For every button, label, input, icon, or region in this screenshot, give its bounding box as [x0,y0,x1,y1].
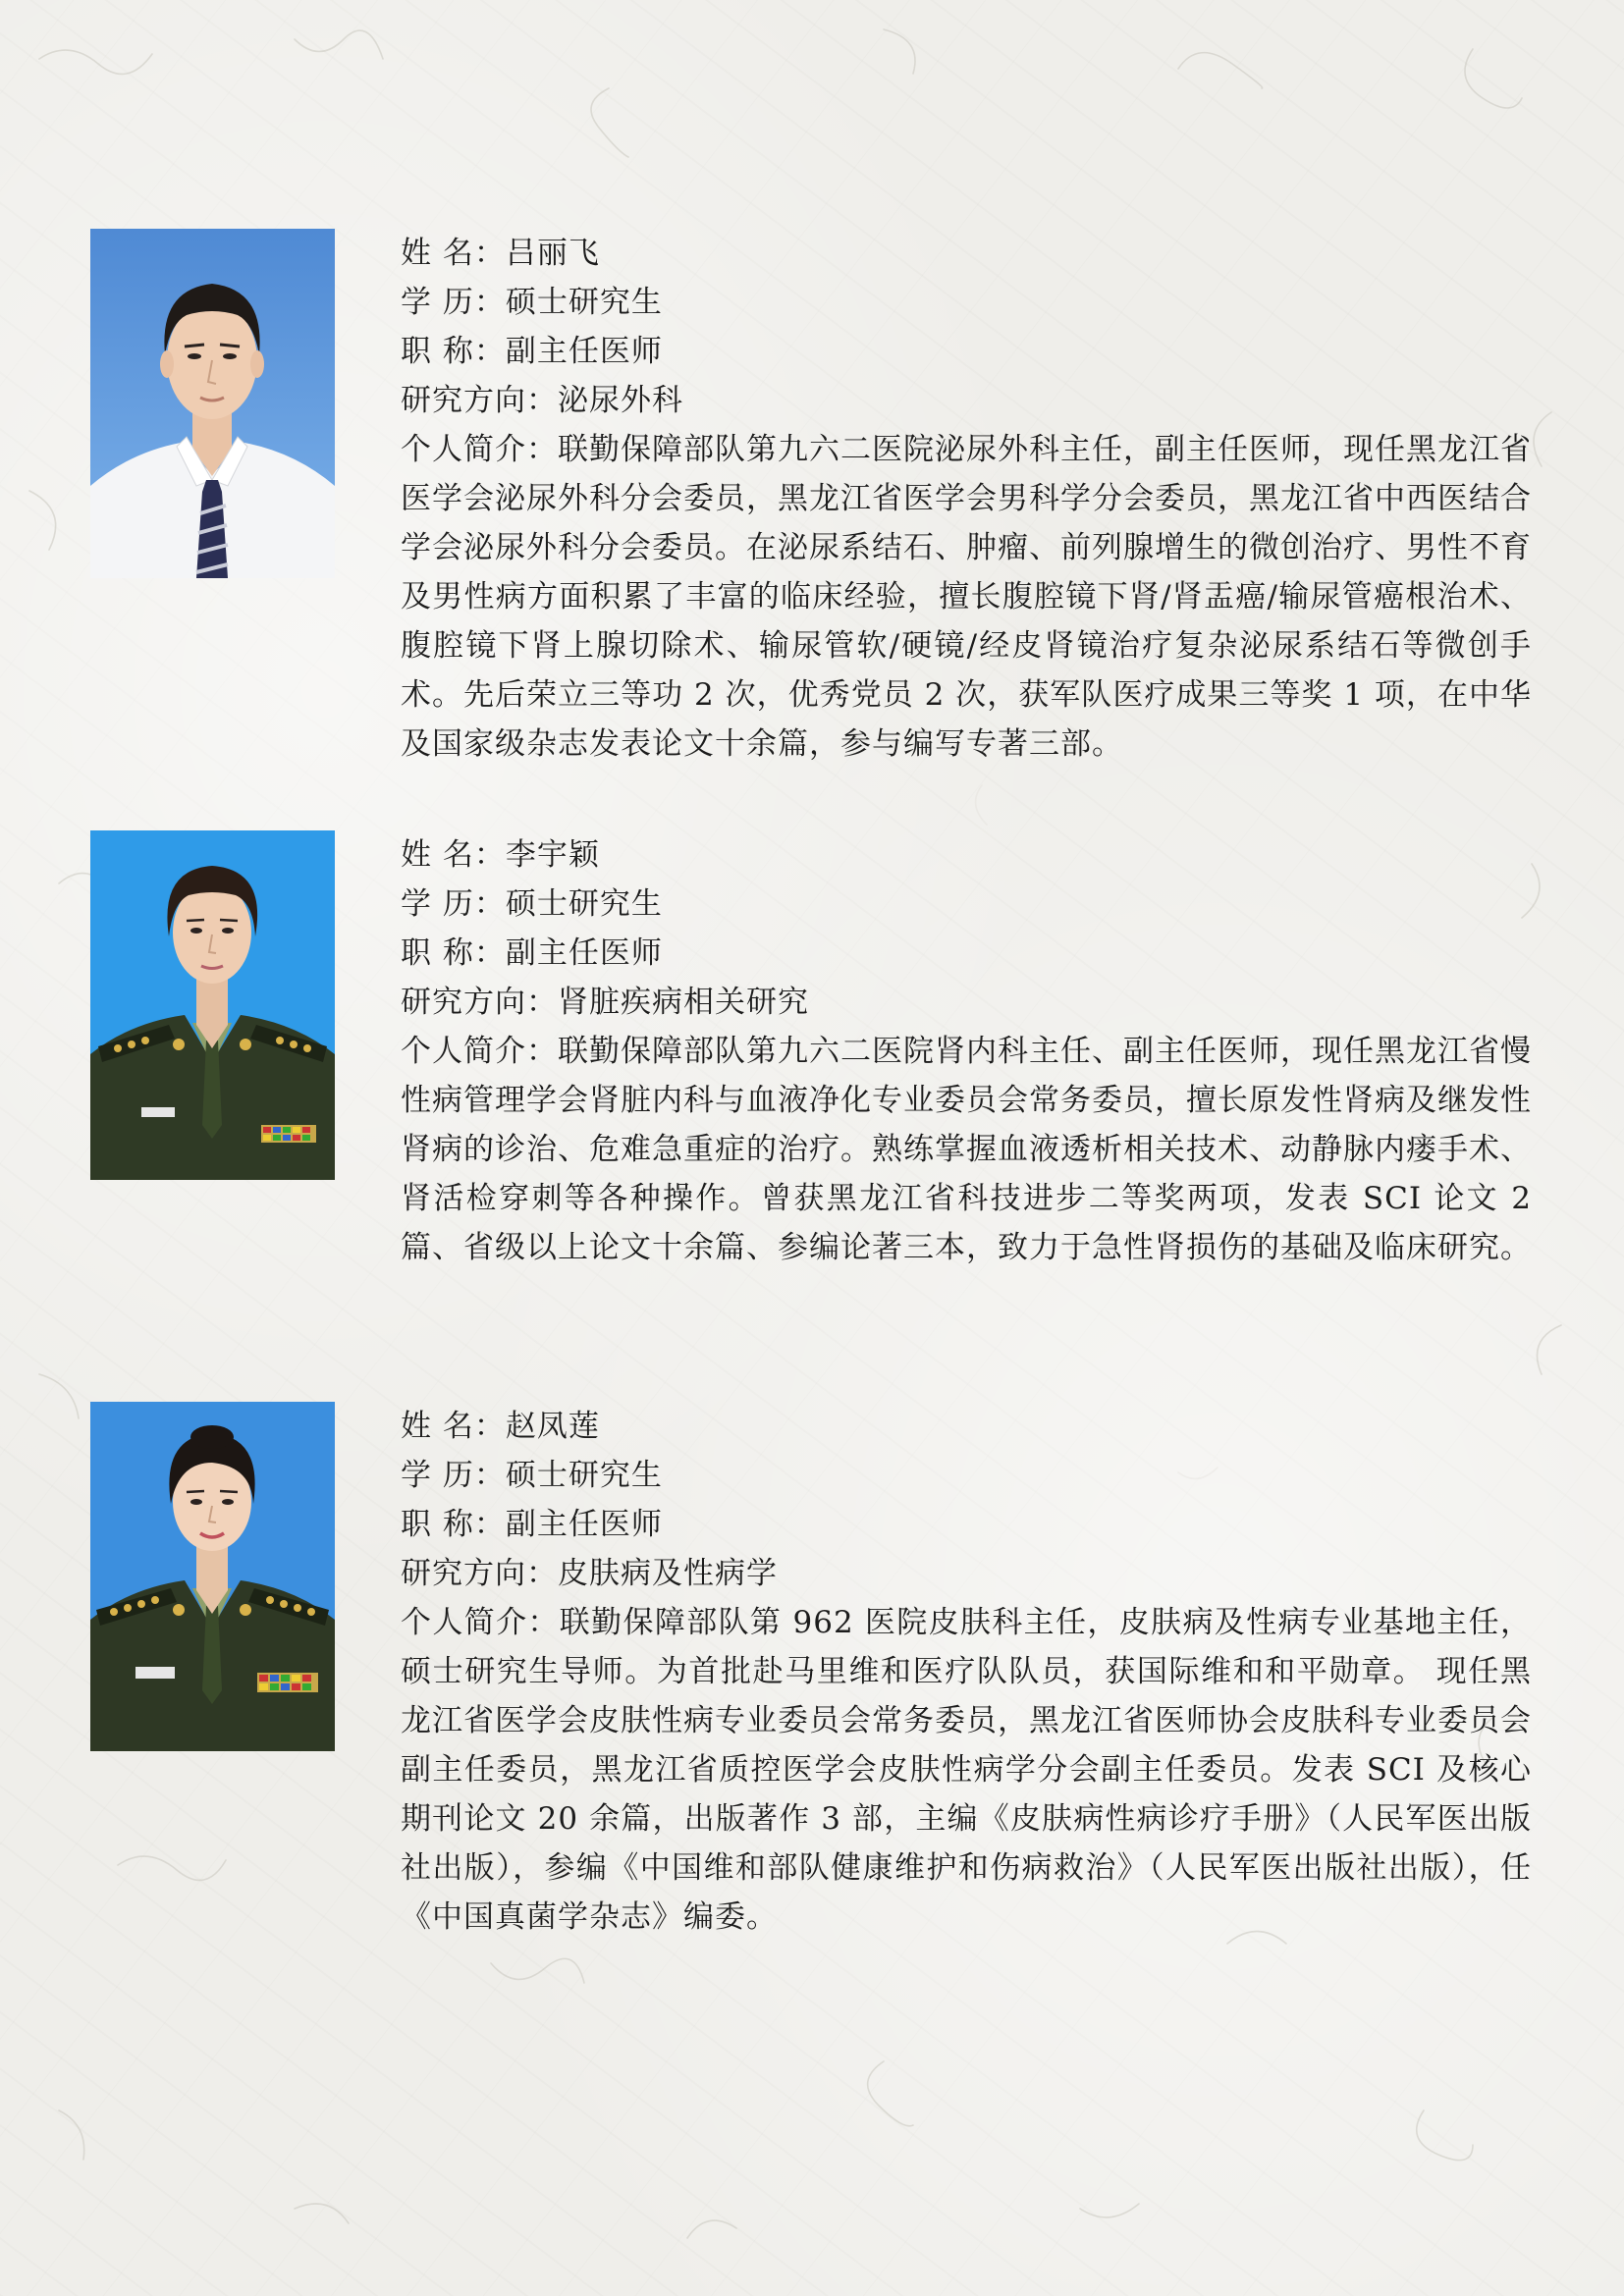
research-value: 泌尿外科 [558,383,683,418]
profile-card [90,830,1543,1341]
name-label: 姓 名： [401,1409,506,1444]
title-row [401,1500,1532,1549]
education-row [401,278,1532,327]
title-value: 副主任医师 [505,1507,663,1542]
profile-card [90,229,1543,762]
title-value: 副主任医师 [505,334,663,369]
title-row [401,929,1532,978]
title-row [401,327,1532,376]
bio-text: 联勤保障部队第九六二医院泌尿外科主任，副主任医师，现任黑龙江省医学会泌尿外科分会委员，黑龙江省医学会男科学分会委员，黑龙江省中西医结合学会泌尿外科分会委员。在泌尿系结石、肿瘤、前列腺增生的微创治疗、男性不育及男性病方面积累了丰富的临床经验，擅长腹腔镜下肾/肾盂癌/输尿管癌根治术、腹腔镜下肾上腺切除术、输尿管软/硬镜/经皮肾镜治疗复杂泌尿系结石等微创手术。先后荣立三等功 2 次，优秀党员 2 次，获军队医疗成果三等奖 1 项，在中华及国家级杂志发表论文十余篇，参与编写专著三部。 [401,432,1532,762]
name-row [401,229,1532,278]
research-row [401,376,1532,425]
title-label: 职 称： [401,334,506,369]
research-label: 研究方向： [401,383,558,418]
profile-photo [90,830,335,1180]
bio-paragraph [401,1027,1532,1272]
education-row [401,1451,1532,1500]
profile-photo [90,229,335,578]
education-value: 硕士研究生 [505,1458,663,1493]
name-label: 姓 名： [401,837,506,873]
profile-card [90,1402,1543,1951]
name-value: 李宇颖 [505,837,600,873]
research-label: 研究方向： [401,1556,558,1591]
name-value: 吕丽飞 [505,236,600,271]
name-row [401,830,1532,880]
education-label: 学 历： [401,285,506,320]
research-value: 肾脏疾病相关研究 [558,985,809,1020]
profile-info [401,1402,1532,1942]
bio-text: 联勤保障部队第九六二医院肾内科主任、副主任医师，现任黑龙江省慢性病管理学会肾脏内科与血液净化专业委员会常务委员，擅长原发性肾病及继发性肾病的诊治、危难急重症的治疗。熟练掌握血液透析相关技术、动静脉内瘘手术、肾活检穿刺等各种操作。曾获黑龙江省科技进步二等奖两项，发表 SCI 论文 2 篇、省级以上论文十余篇、参编论著三本，致力于急性肾损伤的基础及临床研究。 [401,1034,1532,1265]
title-label: 职 称： [401,935,506,971]
education-label: 学 历： [401,1458,506,1493]
bio-label: 个人简介： [401,1034,558,1069]
bio-label: 个人简介： [401,1605,560,1640]
bio-paragraph [401,425,1532,769]
education-row [401,880,1532,929]
profile-photo [90,1402,335,1751]
profile-info [401,830,1532,1272]
name-label: 姓 名： [401,236,506,271]
profile-info [401,229,1532,769]
title-label: 职 称： [401,1507,506,1542]
bio-paragraph [401,1598,1532,1942]
title-value: 副主任医师 [505,935,663,971]
bio-label: 个人简介： [401,432,558,467]
research-value: 皮肤病及性病学 [558,1556,778,1591]
name-row [401,1402,1532,1451]
research-row [401,1549,1532,1598]
research-row [401,978,1532,1027]
education-value: 硕士研究生 [505,285,663,320]
bio-text: 联勤保障部队第 962 医院皮肤科主任，皮肤病及性病专业基地主任，硕士研究生导师。为首批赴马里维和医疗队队员，获国际维和和平勋章。 现任黑龙江省医学会皮肤性病专业委员会常务委员，黑龙江省医师协会皮肤科专业委员会副主任委员，黑龙江省质控医学会皮肤性病学分会副主任委员。发表 SCI 及核心期刊论文 20 余篇，出版著作 3 部，主编《皮肤病性病诊疗手册》（人民军医出版社出版），参编《中国维和部队健康维护和伤病救治》（人民军医出版社出版），任《中国真菌学杂志》编委。 [401,1605,1533,1935]
education-value: 硕士研究生 [505,886,663,922]
name-value: 赵凤莲 [505,1409,600,1444]
education-label: 学 历： [401,886,506,922]
research-label: 研究方向： [401,985,558,1020]
